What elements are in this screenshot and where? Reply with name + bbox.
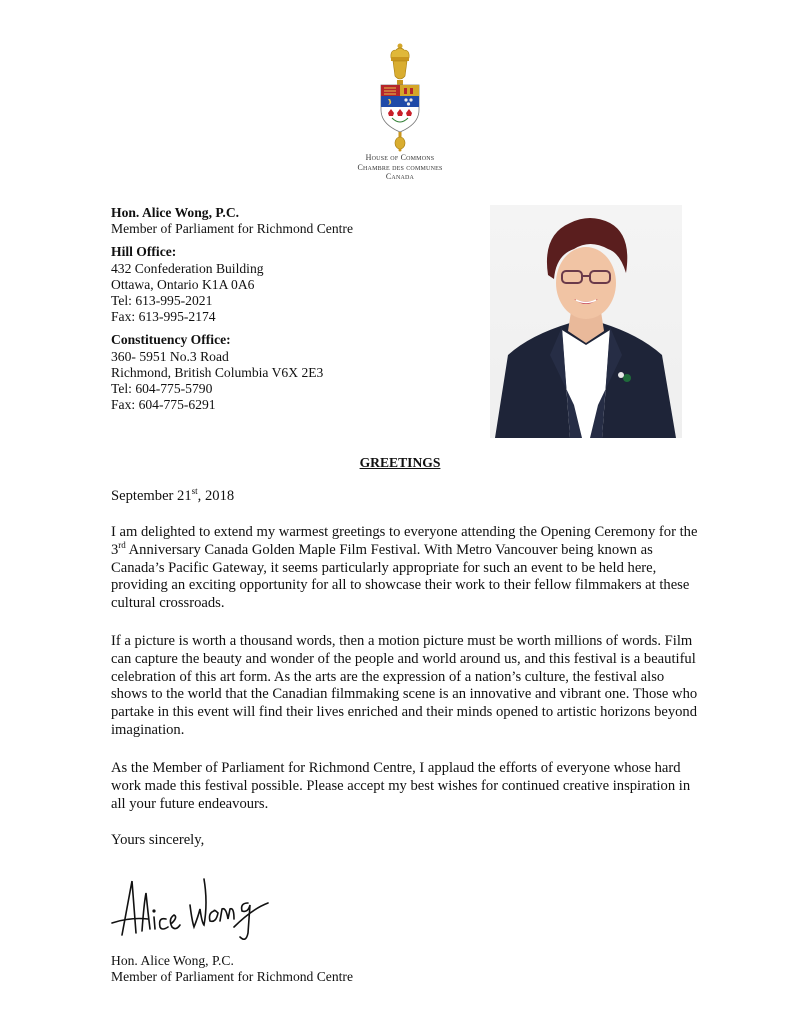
sender-name: Hon. Alice Wong, P.C. xyxy=(111,205,240,220)
hill-office-tel: Tel: 613-995-2021 xyxy=(111,293,213,309)
org-line-en: House of Commons xyxy=(365,153,435,162)
organization-name xyxy=(330,153,470,182)
date-month-day: September 21 xyxy=(111,488,192,504)
hill-office-fax: Fax: 613-995-2174 xyxy=(111,309,216,325)
org-line-country: Canada xyxy=(385,172,415,181)
constituency-office-label: Constituency Office: xyxy=(111,332,231,348)
hill-office xyxy=(111,244,353,325)
date-year: , 2018 xyxy=(197,488,235,504)
signoff-name: Hon. Alice Wong, P.C. xyxy=(111,953,234,968)
paragraph-1-ordinal-suffix: rd xyxy=(118,539,126,550)
sender-identity xyxy=(111,205,353,237)
portrait-photo xyxy=(490,205,682,438)
house-of-commons-crest-icon xyxy=(370,42,430,152)
hill-office-label: Hill Office: xyxy=(111,244,177,260)
body-paragraph-3: As the Member of Parliament for Richmond Centre, I applaud the efforts of everyone whose hard work made this festival possible. Please accept my best wishes for continued creative inspiration in all your future endeavours. xyxy=(111,760,691,812)
sender-contact-block xyxy=(111,205,353,420)
date-ordinal-suffix: st xyxy=(191,486,198,496)
constituency-office-address-2: Richmond, British Columbia V6X 2E3 xyxy=(111,364,324,380)
org-line-fr: Chambre des communes xyxy=(357,162,443,172)
closing-salutation: Yours sincerely, xyxy=(111,832,205,848)
handwritten-signature-icon xyxy=(110,873,270,943)
constituency-office-address-1: 360- 5951 No.3 Road xyxy=(111,348,229,364)
constituency-office-fax: Fax: 604-775-6291 xyxy=(111,397,216,413)
paragraph-1-text-b: Anniversary Canada Golden Maple Film Festival. With Metro Vancouver being known as Canada’s Pacific Gateway, it seems particularly appropriate for such an event to be held here, providing an exciting opportunity for all to showcase their work to their fellow filmmakers at these cultural crossroads. xyxy=(111,541,690,612)
letter-date xyxy=(111,488,234,505)
body-paragraph-2: If a picture is worth a thousand words, then a motion picture must be worth millions of words. Film can capture the beauty and wonder of the people and world around us, and this festival is a beautiful celebration of this art form. As the arts are the expression of a nation’s culture, the festival also shows to the world that the Canadian filmmaking scene is an innovative and vibrant one. Those who partake in this event will find their lives enriched and their minds opened to artistic horizons beyond imagination. xyxy=(111,633,698,738)
signoff-title: Member of Parliament for Richmond Centre xyxy=(111,969,353,985)
hill-office-address-1: 432 Confederation Building xyxy=(111,260,264,276)
body-paragraph-1 xyxy=(111,524,701,613)
hill-office-address-2: Ottawa, Ontario K1A 0A6 xyxy=(111,276,255,292)
constituency-office xyxy=(111,332,353,413)
paragraph-1-text-a: I am delighted to extend my warmest greetings to everyone attending the Opening Ceremony for the 3 xyxy=(111,524,698,558)
sender-title: Member of Parliament for Richmond Centre xyxy=(111,221,353,237)
greetings-heading: GREETINGS xyxy=(359,455,441,470)
constituency-office-tel: Tel: 604-775-5790 xyxy=(111,381,213,397)
signoff-block xyxy=(111,953,353,985)
